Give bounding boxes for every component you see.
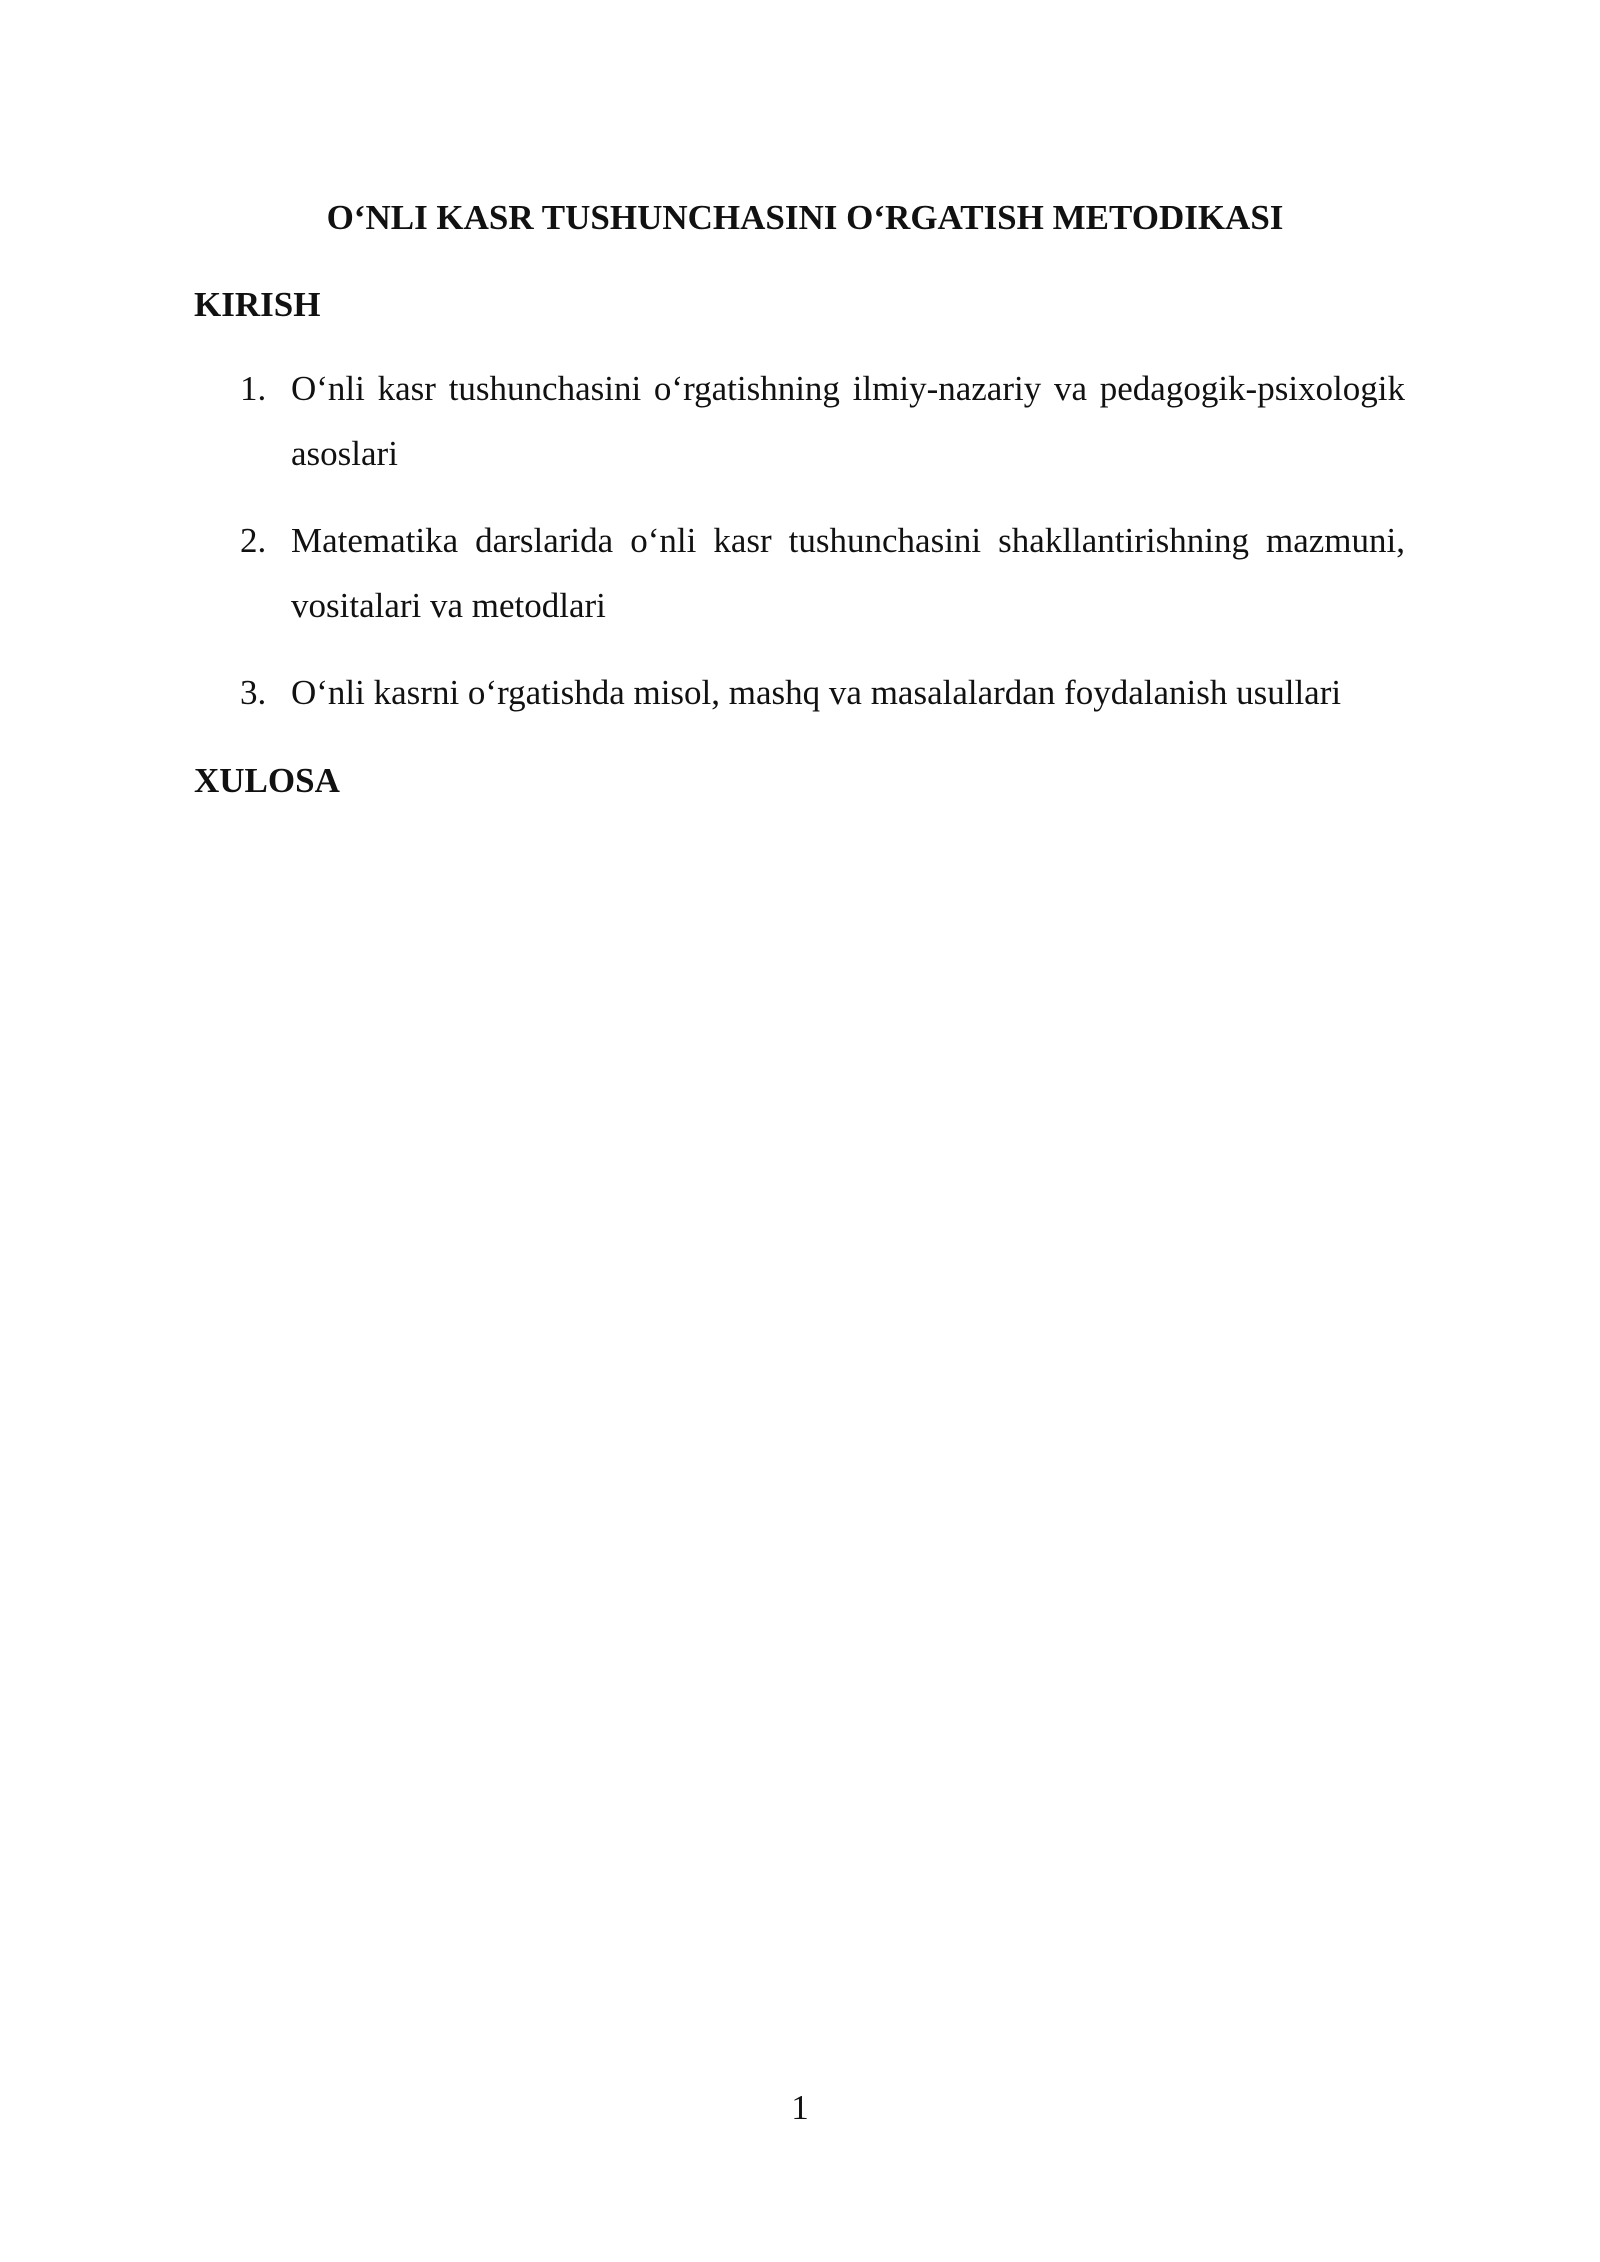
toc-item-number: 1. [240, 369, 267, 408]
toc-item-text: O‘nli kasr tushunchasini o‘rgatishning ilmiy-nazariy va pedagogik-psixologik asoslari [291, 369, 1405, 473]
toc-item-text: Matematika darslarida o‘nli kasr tushunchasini shakllantirishning mazmuni, vositalari va metodlari [291, 521, 1405, 625]
document-title: O‘NLI KASR TUSHUNCHASINI O‘RGATISH METODIKASI [326, 198, 1284, 237]
page-number: 1 [791, 2088, 809, 2127]
toc-item-1 [240, 356, 1420, 486]
intro-heading: KIRISH [194, 285, 321, 324]
toc-item-3 [240, 660, 1420, 725]
toc-item-text: O‘nli kasrni o‘rgatishda misol, mashq va masalalardan foydalanish usullari [291, 673, 1342, 712]
toc-item-2 [240, 508, 1420, 638]
toc-item-number: 2. [240, 521, 267, 560]
conclusion-heading: XULOSA [194, 761, 340, 800]
toc-item-number: 3. [240, 673, 267, 712]
